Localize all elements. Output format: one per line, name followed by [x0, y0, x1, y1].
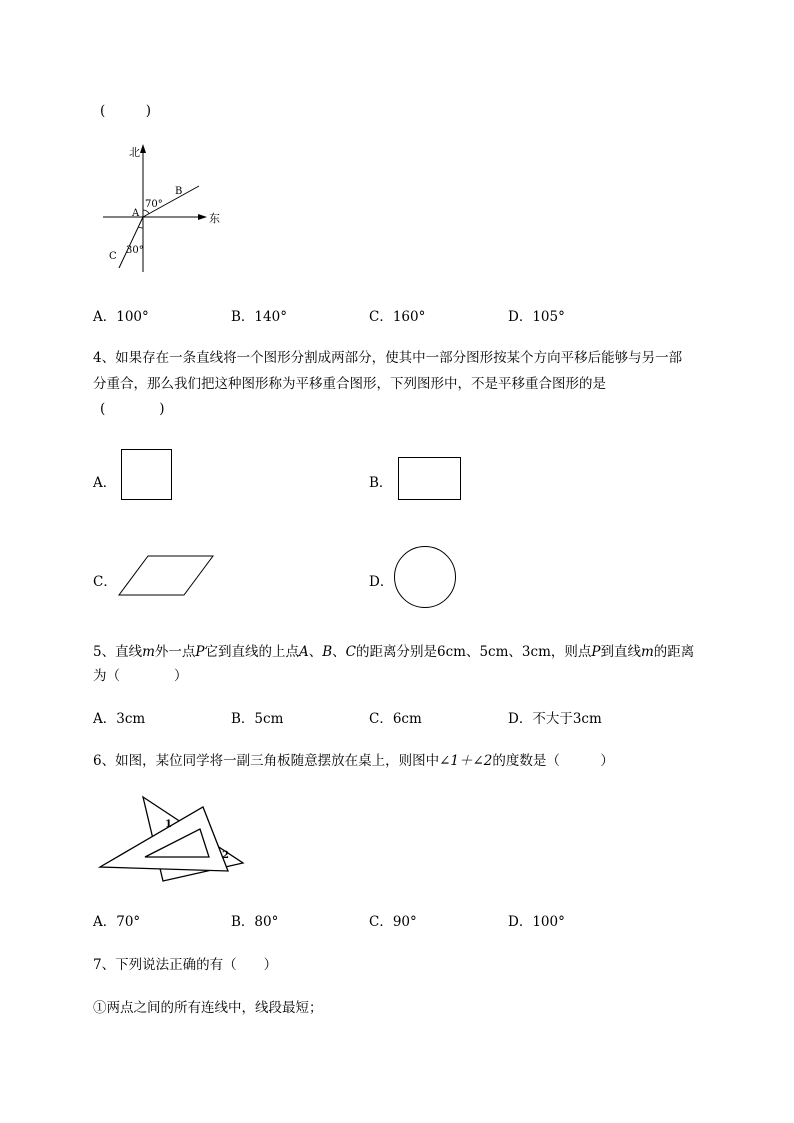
angle-2-label: 2	[222, 850, 229, 861]
q4-answer-paren: ( )	[100, 401, 165, 417]
angle-arc-30	[138, 227, 143, 228]
q6-option-a[interactable]: A．70°	[93, 914, 141, 930]
angle-arc-70	[143, 210, 149, 214]
angle-1-label: 1	[165, 819, 172, 830]
q4-square-figure	[121, 449, 173, 501]
q4-circle-figure	[393, 546, 457, 610]
q4-option-a-label[interactable]: A．	[93, 475, 117, 491]
q3-option-d[interactable]: D．105°	[508, 309, 565, 325]
q6-option-d[interactable]: D．100°	[508, 914, 565, 930]
q5-option-a[interactable]: A．3cm	[93, 711, 146, 727]
q6-option-b[interactable]: B．80°	[231, 914, 279, 930]
north-arrow-icon	[140, 144, 146, 153]
q5-option-c[interactable]: C．6cm	[369, 711, 422, 727]
q3-compass-figure	[95, 140, 235, 275]
q7-text: 7、下列说法正确的有（ ）	[93, 957, 278, 973]
q4-text-line1: 4、如果存在一条直线将一个图形分割成两部分，使其中一部分图形按某个方向平移后能够与另一部	[93, 350, 683, 366]
q4-option-c-label[interactable]: C．	[93, 574, 117, 590]
ray-ac	[119, 217, 143, 268]
q6-set-squares-figure	[95, 793, 250, 885]
q4-rectangle-figure	[398, 457, 462, 501]
q4-option-d-label[interactable]: D．	[369, 574, 394, 590]
point-b-label: B	[175, 186, 183, 197]
q5-option-d[interactable]: D．不大于3cm	[508, 711, 602, 727]
q4-parallelogram-figure	[118, 555, 216, 597]
point-a-label: A	[132, 208, 140, 219]
angle-30-label: 30°	[126, 245, 144, 256]
q3-answer-paren: ( )	[100, 103, 152, 119]
q7-item-1: ①两点之间的所有连线中，线段最短；	[93, 1000, 323, 1016]
q3-option-c[interactable]: C．160°	[369, 309, 426, 325]
q3-option-a[interactable]: A．100°	[93, 309, 149, 325]
q5-text-line2: 为（ ）	[93, 668, 188, 684]
q6-option-c[interactable]: C．90°	[369, 914, 417, 930]
east-label: 东	[209, 212, 220, 225]
q6-text: 6、如图，某位同学将一副三角板随意摆放在桌上，则图中∠1＋∠2的度数是（ ）	[93, 753, 614, 769]
point-c-label: C	[109, 251, 117, 262]
east-arrow-icon	[198, 214, 207, 220]
q4-text-line2: 分重合，那么我们把这种图形称为平移重合图形，下列图形中，不是平移重合图形的是	[93, 376, 606, 392]
q4-option-b-label[interactable]: B．	[369, 475, 393, 491]
north-label: 北	[129, 146, 140, 159]
q5-option-b[interactable]: B．5cm	[231, 711, 284, 727]
q3-option-b[interactable]: B．140°	[231, 309, 287, 325]
angle-70-label: 70°	[145, 199, 163, 210]
q5-text-line1: 5、直线m外一点P它到直线的上点A、B、C的距离分别是6cm、5cm、3cm，则点P到直线m的距离	[93, 644, 695, 660]
